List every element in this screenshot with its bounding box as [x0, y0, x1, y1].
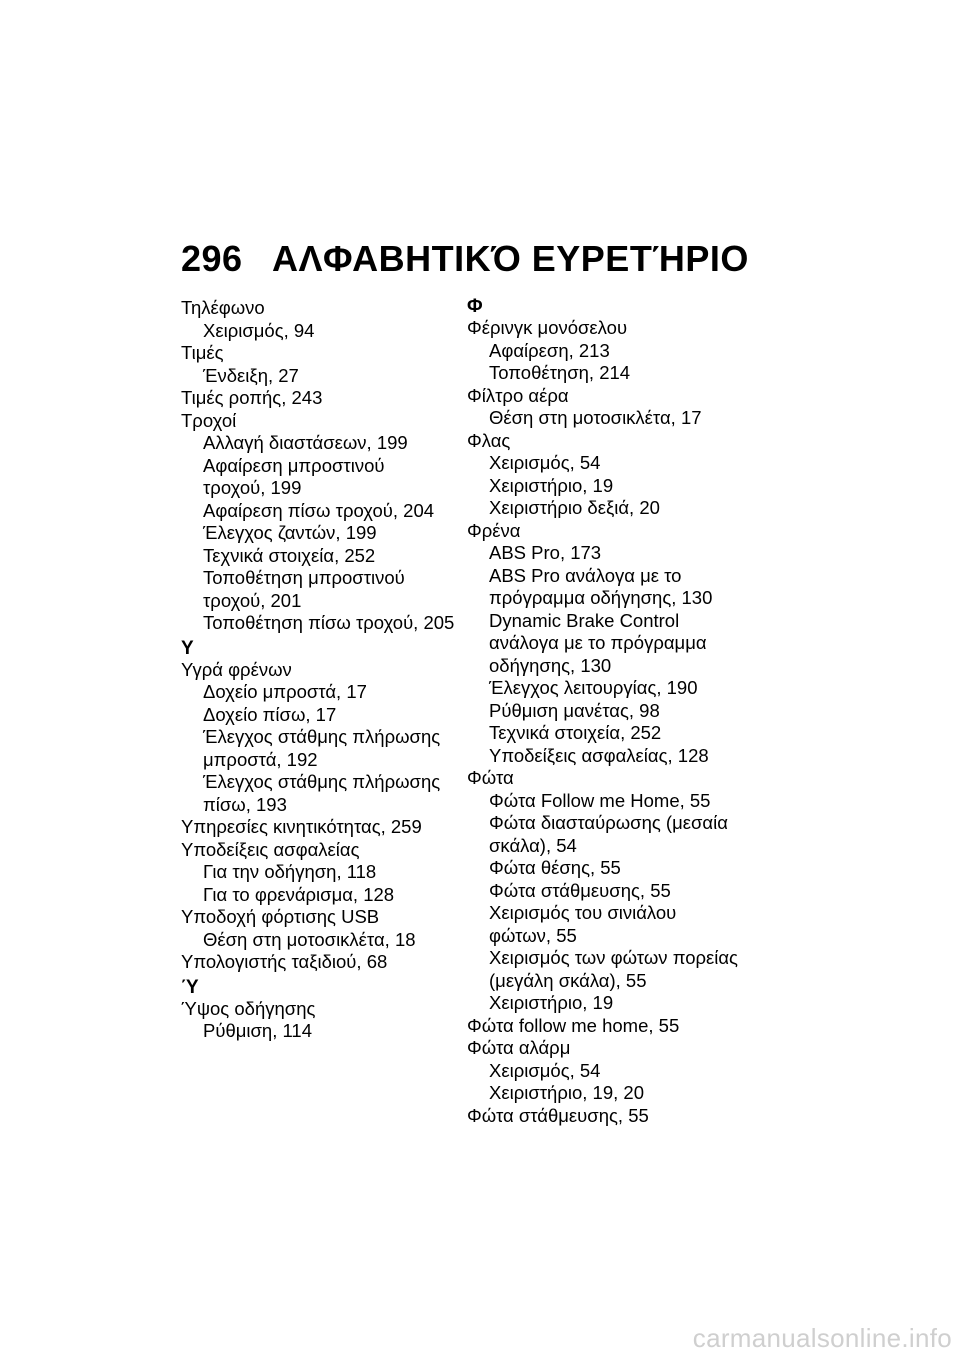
index-term: Ύψος οδήγησης	[181, 997, 316, 1019]
index-subentry: Τοποθέτηση, 214	[489, 362, 631, 383]
index-column-right	[467, 297, 757, 1127]
index-term: Φέρινγκ μονόσελου	[467, 317, 628, 338]
index-subentry: Χειρισμός, 54	[489, 452, 601, 473]
index-subentry: Φώτα στάθμευσης, 55	[489, 879, 671, 901]
index-term: Τροχοί	[181, 409, 237, 431]
index-term: Φλας	[467, 429, 511, 451]
index-term: Υπολογιστής ταξιδιού, 68	[181, 951, 388, 972]
index-term: Υποδοχή φόρτισης USB	[181, 906, 380, 927]
index-subentry: Για το φρενάρισμα, 128	[203, 883, 395, 905]
page-number: 296	[181, 238, 243, 279]
index-subentry: Έλεγχος στάθμης πλήρωσης	[203, 726, 441, 747]
index-subentry: Υποδείξεις ασφαλείας, 128	[489, 744, 709, 766]
index-subentry: Χειριστήριο δεξιά, 20	[489, 497, 660, 518]
index-term: Φώτα αλάρμ	[467, 1037, 571, 1058]
index-term: Υγρά φρένων	[181, 658, 292, 680]
index-term: Φίλτρο αέρα	[467, 384, 569, 406]
index-subentry: Τοποθέτηση μπροστινού	[203, 567, 405, 588]
index-subentry: Χειρισμός, 94	[203, 319, 315, 341]
page-title: ΑΛΦΑΒΗΤΙΚΌ ΕΥΡΕΤΉΡΙΟ	[272, 238, 749, 279]
index-subentry: (μεγάλη σκάλα), 55	[489, 969, 647, 991]
index-subentry: πρόγραμμα οδήγησης, 130	[489, 587, 713, 608]
index-term: Υπηρεσίες κινητικότητας, 259	[181, 816, 422, 837]
index-subentry: τροχού, 199	[203, 477, 302, 498]
index-subentry: ανάλογα με το πρόγραμμα	[489, 632, 707, 653]
index-letter-heading: Υ	[181, 637, 194, 659]
index-subentry: Θέση στη μοτοσικλέτα, 17	[489, 407, 702, 428]
index-subentry: Φώτα Follow me Home, 55	[489, 789, 711, 811]
index-letter-heading: Φ	[467, 296, 483, 317]
index-subentry: Έλεγχος ζαντών, 199	[203, 522, 377, 543]
index-subentry: Χειριστήριο, 19	[489, 474, 614, 496]
index-subentry: Φώτα θέσης, 55	[489, 857, 621, 878]
index-term: Τηλέφωνο	[181, 297, 265, 318]
index-subentry: Τεχνικά στοιχεία, 252	[489, 722, 662, 743]
index-subentry: σκάλα), 54	[489, 834, 577, 856]
index-subentry: ABS Pro, 173	[489, 542, 602, 563]
index-subentry: Τεχνικά στοιχεία, 252	[203, 544, 376, 566]
index-subentry: Χειριστήριο, 19, 20	[489, 1082, 644, 1103]
index-subentry: Αλλαγή διαστάσεων, 199	[203, 432, 408, 453]
index-subentry: Έλεγχος στάθμης πλήρωσης	[203, 771, 441, 792]
index-term: Τιμές	[181, 342, 224, 363]
index-subentry: Χειρισμός, 54	[489, 1059, 601, 1081]
index-term: Φώτα	[467, 767, 514, 788]
index-subentry: τροχού, 201	[203, 589, 302, 611]
index-subentry: Αφαίρεση μπροστινού	[203, 454, 385, 476]
index-subentry: Θέση στη μοτοσικλέτα, 18	[203, 928, 416, 950]
index-subentry: πίσω, 193	[203, 793, 287, 815]
index-subentry: Φώτα διασταύρωσης (μεσαία	[489, 812, 728, 833]
index-column-left	[181, 297, 471, 1043]
index-subentry: Δοχείο μπροστά, 17	[203, 681, 367, 702]
index-subentry: Dynamic Brake Control	[489, 609, 680, 631]
index-letter-heading: Ύ	[181, 976, 199, 998]
index-term: Φώτα στάθμευσης, 55	[467, 1104, 649, 1126]
index-subentry: Ρύθμιση, 114	[203, 1020, 312, 1041]
index-term: Φώτα follow me home, 55	[467, 1014, 680, 1036]
index-term: Υποδείξεις ασφαλείας	[181, 838, 360, 860]
index-subentry: μπροστά, 192	[203, 748, 318, 770]
index-term: Φρένα	[467, 519, 521, 541]
index-subentry: Έλεγχος λειτουργίας, 190	[489, 677, 698, 698]
index-subentry: Τοποθέτηση πίσω τροχού, 205	[203, 612, 455, 633]
index-subentry: Χειρισμός του σινιάλου	[489, 902, 677, 923]
index-subentry: Αφαίρεση πίσω τροχού, 204	[203, 499, 435, 521]
index-subentry: Ρύθμιση μανέτας, 98	[489, 699, 660, 721]
watermark: carmanualsonline.info	[692, 1323, 952, 1353]
index-subentry: Δοχείο πίσω, 17	[203, 703, 337, 725]
index-subentry: Ένδειξη, 27	[203, 364, 299, 386]
index-subentry: ABS Pro ανάλογα με το	[489, 564, 682, 586]
index-subentry: Για την οδήγηση, 118	[203, 861, 377, 882]
index-subentry: Αφαίρεση, 213	[489, 339, 610, 361]
page-header	[181, 238, 781, 288]
index-subentry: οδήγησης, 130	[489, 654, 612, 676]
index-subentry: Χειριστήριο, 19	[489, 992, 614, 1013]
index-subentry: φώτων, 55	[489, 924, 577, 946]
index-term: Τιμές ροπής, 243	[181, 387, 323, 408]
index-subentry: Χειρισμός των φώτων πορείας	[489, 947, 738, 968]
